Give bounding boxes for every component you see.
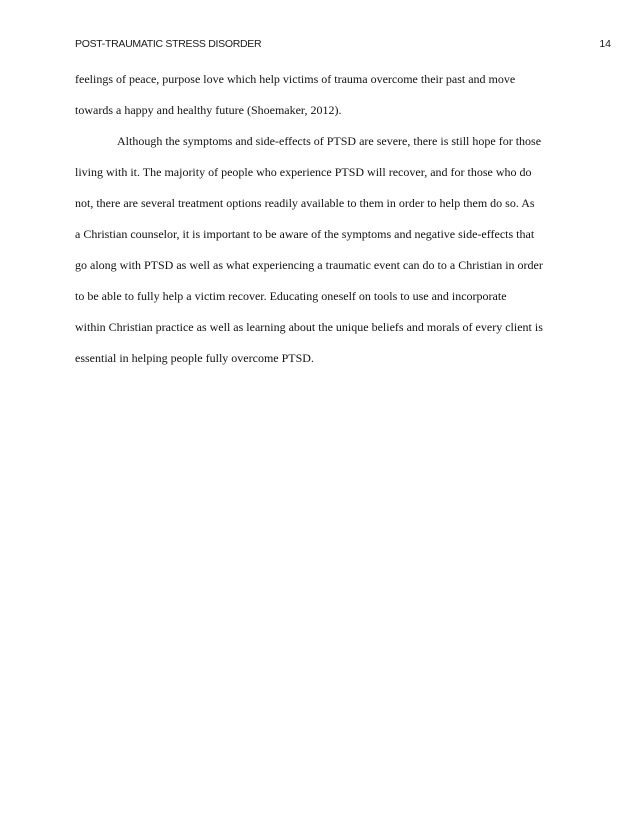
body-line: within Christian practice as well as learning about the unique beliefs and morals of every client is <box>75 320 543 334</box>
body-line: towards a happy and healthy future (Shoemaker, 2012). <box>75 103 342 117</box>
page-number: 14 <box>599 38 611 50</box>
body-line: living with it. The majority of people who experience PTSD will recover, and for those who do <box>75 165 532 179</box>
body-line: go along with PTSD as well as what experiencing a traumatic event can do to a Christian in order <box>75 258 543 272</box>
body-line: feelings of peace, purpose love which help victims of trauma overcome their past and move <box>75 72 516 86</box>
body-line: essential in helping people fully overcome PTSD. <box>75 351 314 365</box>
paragraph-first-line: Although the symptoms and side-effects of PTSD are severe, there is still hope for those <box>117 134 542 148</box>
running-head: POST-TRAUMATIC STRESS DISORDER <box>75 38 262 50</box>
body-line: to be able to fully help a victim recover. Educating oneself on tools to use and incorporate <box>75 289 507 303</box>
body-line: not, there are several treatment options readily available to them in order to help them do so. As <box>75 196 535 210</box>
body-line: a Christian counselor, it is important to be aware of the symptoms and negative side-effects that <box>75 227 535 241</box>
